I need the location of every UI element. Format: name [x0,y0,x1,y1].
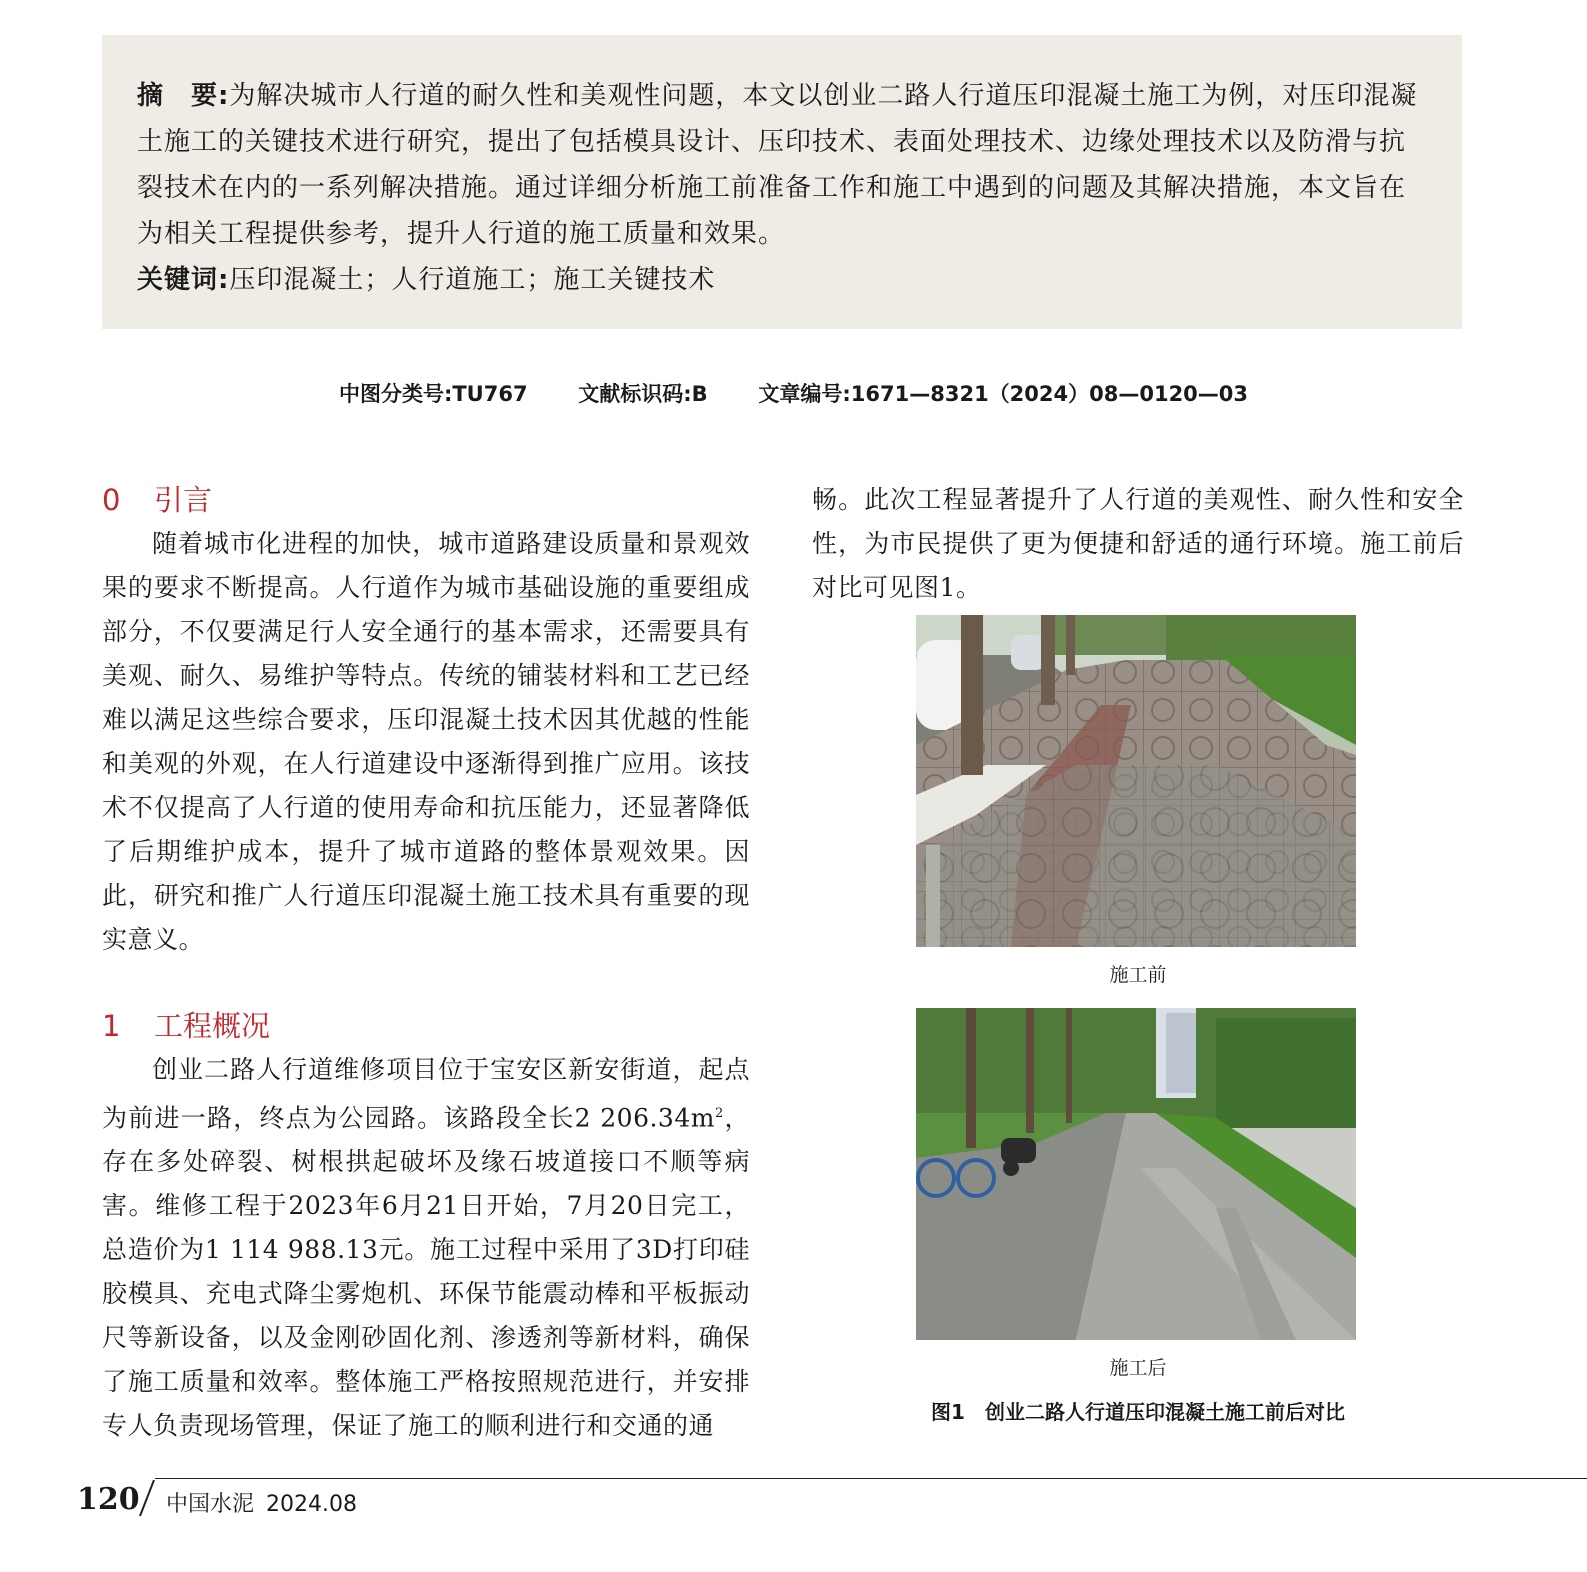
before-photo-caption: 施工前 [1109,964,1167,986]
before-construction-photo [916,615,1356,947]
journal-name: 中国水泥 [166,1492,255,1517]
abstract-box [102,35,1462,329]
section-number: 1 [102,1009,121,1043]
section-title: 工程概况 [154,1009,271,1043]
right-column [812,478,1464,1424]
abstract-body: 为解决城市人行道的耐久性和美观性问题，本文以创业二路人行道压印混凝土施工为例，对压印混凝土施工的关键技术进行研究，提出了包括模具设计、压印技术、表面处理技术、边缘处理技术以及防滑与抗裂技术在内的一系列解决措施。通过详细分析施工前准备工作和施工中遇到的问题及其解决措施，本文旨在为相关工程提供参考，提升人行道的施工质量和效果。 [137,81,1418,249]
abstract-label: 摘 要: [137,81,230,111]
page-number: 120 [77,1482,140,1517]
figure-caption [812,1396,1464,1425]
overview-paragraph: 创业二路人行道维修项目位于宝安区新安街道，起点为前进一路，终点为公园路。该路段全长2 $206.34m^2$，存在多处碎裂、树根拱起破坏及缘石坡道接口不顺等病害。维修工程于2023年6月21日开始，7月20日完工，总造价为1 114 988.13元。施工过程中采用了3D打印硅胶模具、充电式降尘雾炮机、环保节能震动棒和平板振动尺等新设备，以及金刚砂固化剂、渗透剂等新材料，确保了施工质量和效率。整体施工严格按照规范进行，并安排专人负责现场管理，保证了施工的顺利进行和交通的通 [102,1055,750,1441]
keywords-label: 关键词: [137,265,230,295]
clc-code: 中图分类号:TU767 [338,382,528,406]
left-column [102,478,750,1448]
abstract-text [137,73,1427,303]
footer-slash-divider [134,1480,160,1516]
journal-info [166,1487,369,1518]
footer-rule [155,1478,1587,1479]
intro-paragraph: 随着城市化进程的加快，城市道路建设质量和景观效果的要求不断提高。人行道作为城市基础设施的重要组成部分，不仅要满足行人安全通行的基本需求，还需要具有美观、耐久、易维护等特点。传统的铺装材料和工艺已经难以满足这些综合要求，压印混凝土技术因其优越的性能和美观的外观，在人行道建设中逐渐得到推广应用。该技术不仅提高了人行道的使用寿命和抗压能力，还显著降低了后期维护成本，提升了城市道路的整体景观效果。因此，研究和推广人行道压印混凝土施工技术具有重要的现实意义。 [102,529,750,954]
figure-caption-text: 创业二路人行道压印混凝土施工前后对比 [984,1400,1345,1424]
section-number: 0 [102,483,121,517]
doc-code: 文献标识码:B [578,382,708,406]
after-photo-caption: 施工后 [1109,1357,1167,1379]
overview-continuation: 畅。此次工程显著提升了人行道的美观性、耐久性和安全性，为市民提供了更为便捷和舒适的通行环境。施工前后对比可见图1。 [812,485,1464,602]
section-title: 引言 [154,483,213,517]
classification-line [0,378,1587,408]
keywords-body: 压印混凝土；人行道施工；施工关键技术 [229,265,716,295]
keywords [137,257,1427,303]
section-heading-intro [102,478,750,522]
figure-number: 图1 [931,1400,965,1424]
abstract-paragraph [137,73,1427,257]
article-number: 文章编号:1671—8321（2024）08—0120—03 [758,382,1249,406]
journal-issue: 2024.08 [266,1492,357,1517]
after-construction-photo [916,1008,1356,1340]
section-heading-overview [102,1004,750,1048]
